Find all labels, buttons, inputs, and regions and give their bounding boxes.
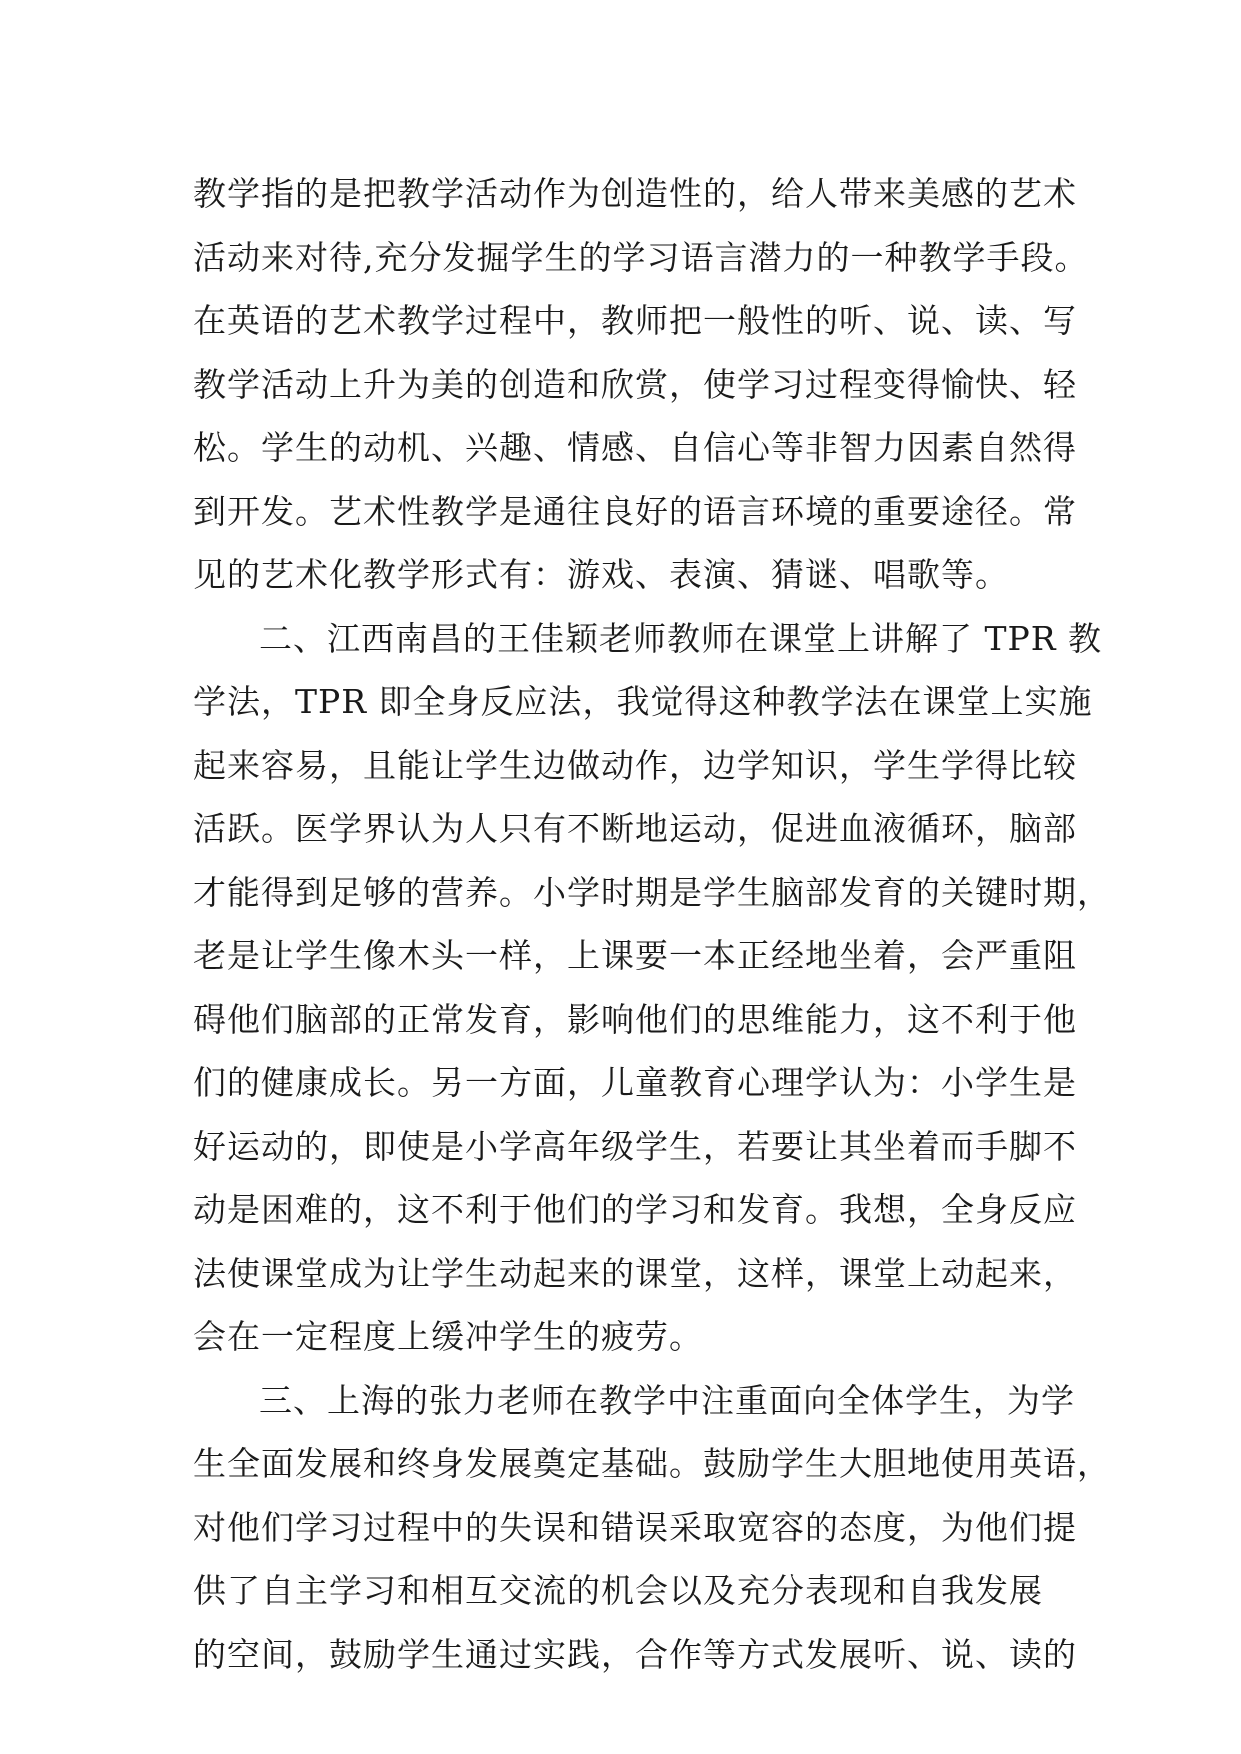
text-line: 生全面发展和终身发展奠定基础。鼓励学生大胆地使用英语， bbox=[193, 1444, 1111, 1483]
document-body bbox=[193, 162, 1111, 1686]
text-line: 才能得到足够的营养。小学时期是学生脑部发育的关键时期， bbox=[193, 872, 1111, 912]
text-line: 碍他们脑部的正常发育，影响他们的思维能力，这不利于他 bbox=[193, 999, 1077, 1039]
text-line: 见的艺术化教学形式有：游戏、表演、猜谜、唱歌等。 bbox=[193, 555, 1009, 594]
text-line: 动是困难的，这不利于他们的学习和发育。我想，全身反应 bbox=[193, 1190, 1077, 1229]
text-line: 活动来对待,充分发掘学生的学习语言潜力的一种教学手段。 bbox=[193, 237, 1089, 277]
paragraph-start-line: 三、上海的张力老师在教学中注重面向全体学生，为学 bbox=[259, 1380, 1075, 1420]
text-line: 在英语的艺术教学过程中，教师把一般性的听、说、读、写 bbox=[193, 301, 1077, 340]
text-line: 到开发。艺术性教学是通往良好的语言环境的重要途径。常 bbox=[193, 491, 1077, 531]
text-line: 会在一定程度上缓冲学生的疲劳。 bbox=[193, 1317, 703, 1356]
text-line: 的空间，鼓励学生通过实践，合作等方式发展听、说、读的 bbox=[193, 1634, 1077, 1674]
text-line: 教学活动上升为美的创造和欣赏，使学习过程变得愉快、轻 bbox=[193, 364, 1077, 404]
text-line: 活跃。医学界认为人只有不断地运动，促进血液循环，脑部 bbox=[193, 809, 1077, 848]
text-line: 法使课堂成为让学生动起来的课堂，这样，课堂上动起来， bbox=[193, 1253, 1077, 1293]
text-line: 好运动的，即使是小学高年级学生，若要让其坐着而手脚不 bbox=[193, 1126, 1077, 1166]
text-line: 学法，TPR 即全身反应法，我觉得这种教学法在课堂上实施 bbox=[193, 682, 1093, 721]
text-line: 起来容易，且能让学生边做动作，边学知识，学生学得比较 bbox=[193, 745, 1077, 785]
text-line: 老是让学生像木头一样，上课要一本正经地坐着，会严重阻 bbox=[193, 936, 1077, 975]
paragraph-start-line: 二、江西南昌的王佳颖老师教师在课堂上讲解了 TPR 教 bbox=[259, 618, 1103, 658]
text-line: 供了自主学习和相互交流的机会以及充分表现和自我发展 bbox=[193, 1571, 1043, 1610]
text-line: 对他们学习过程中的失误和错误采取宽容的态度，为他们提 bbox=[193, 1507, 1077, 1547]
text-line: 松。学生的动机、兴趣、情感、自信心等非智力因素自然得 bbox=[193, 428, 1077, 467]
text-line: 们的健康成长。另一方面，儿童教育心理学认为：小学生是 bbox=[193, 1063, 1077, 1102]
text-line: 教学指的是把教学活动作为创造性的，给人带来美感的艺术 bbox=[193, 174, 1077, 213]
